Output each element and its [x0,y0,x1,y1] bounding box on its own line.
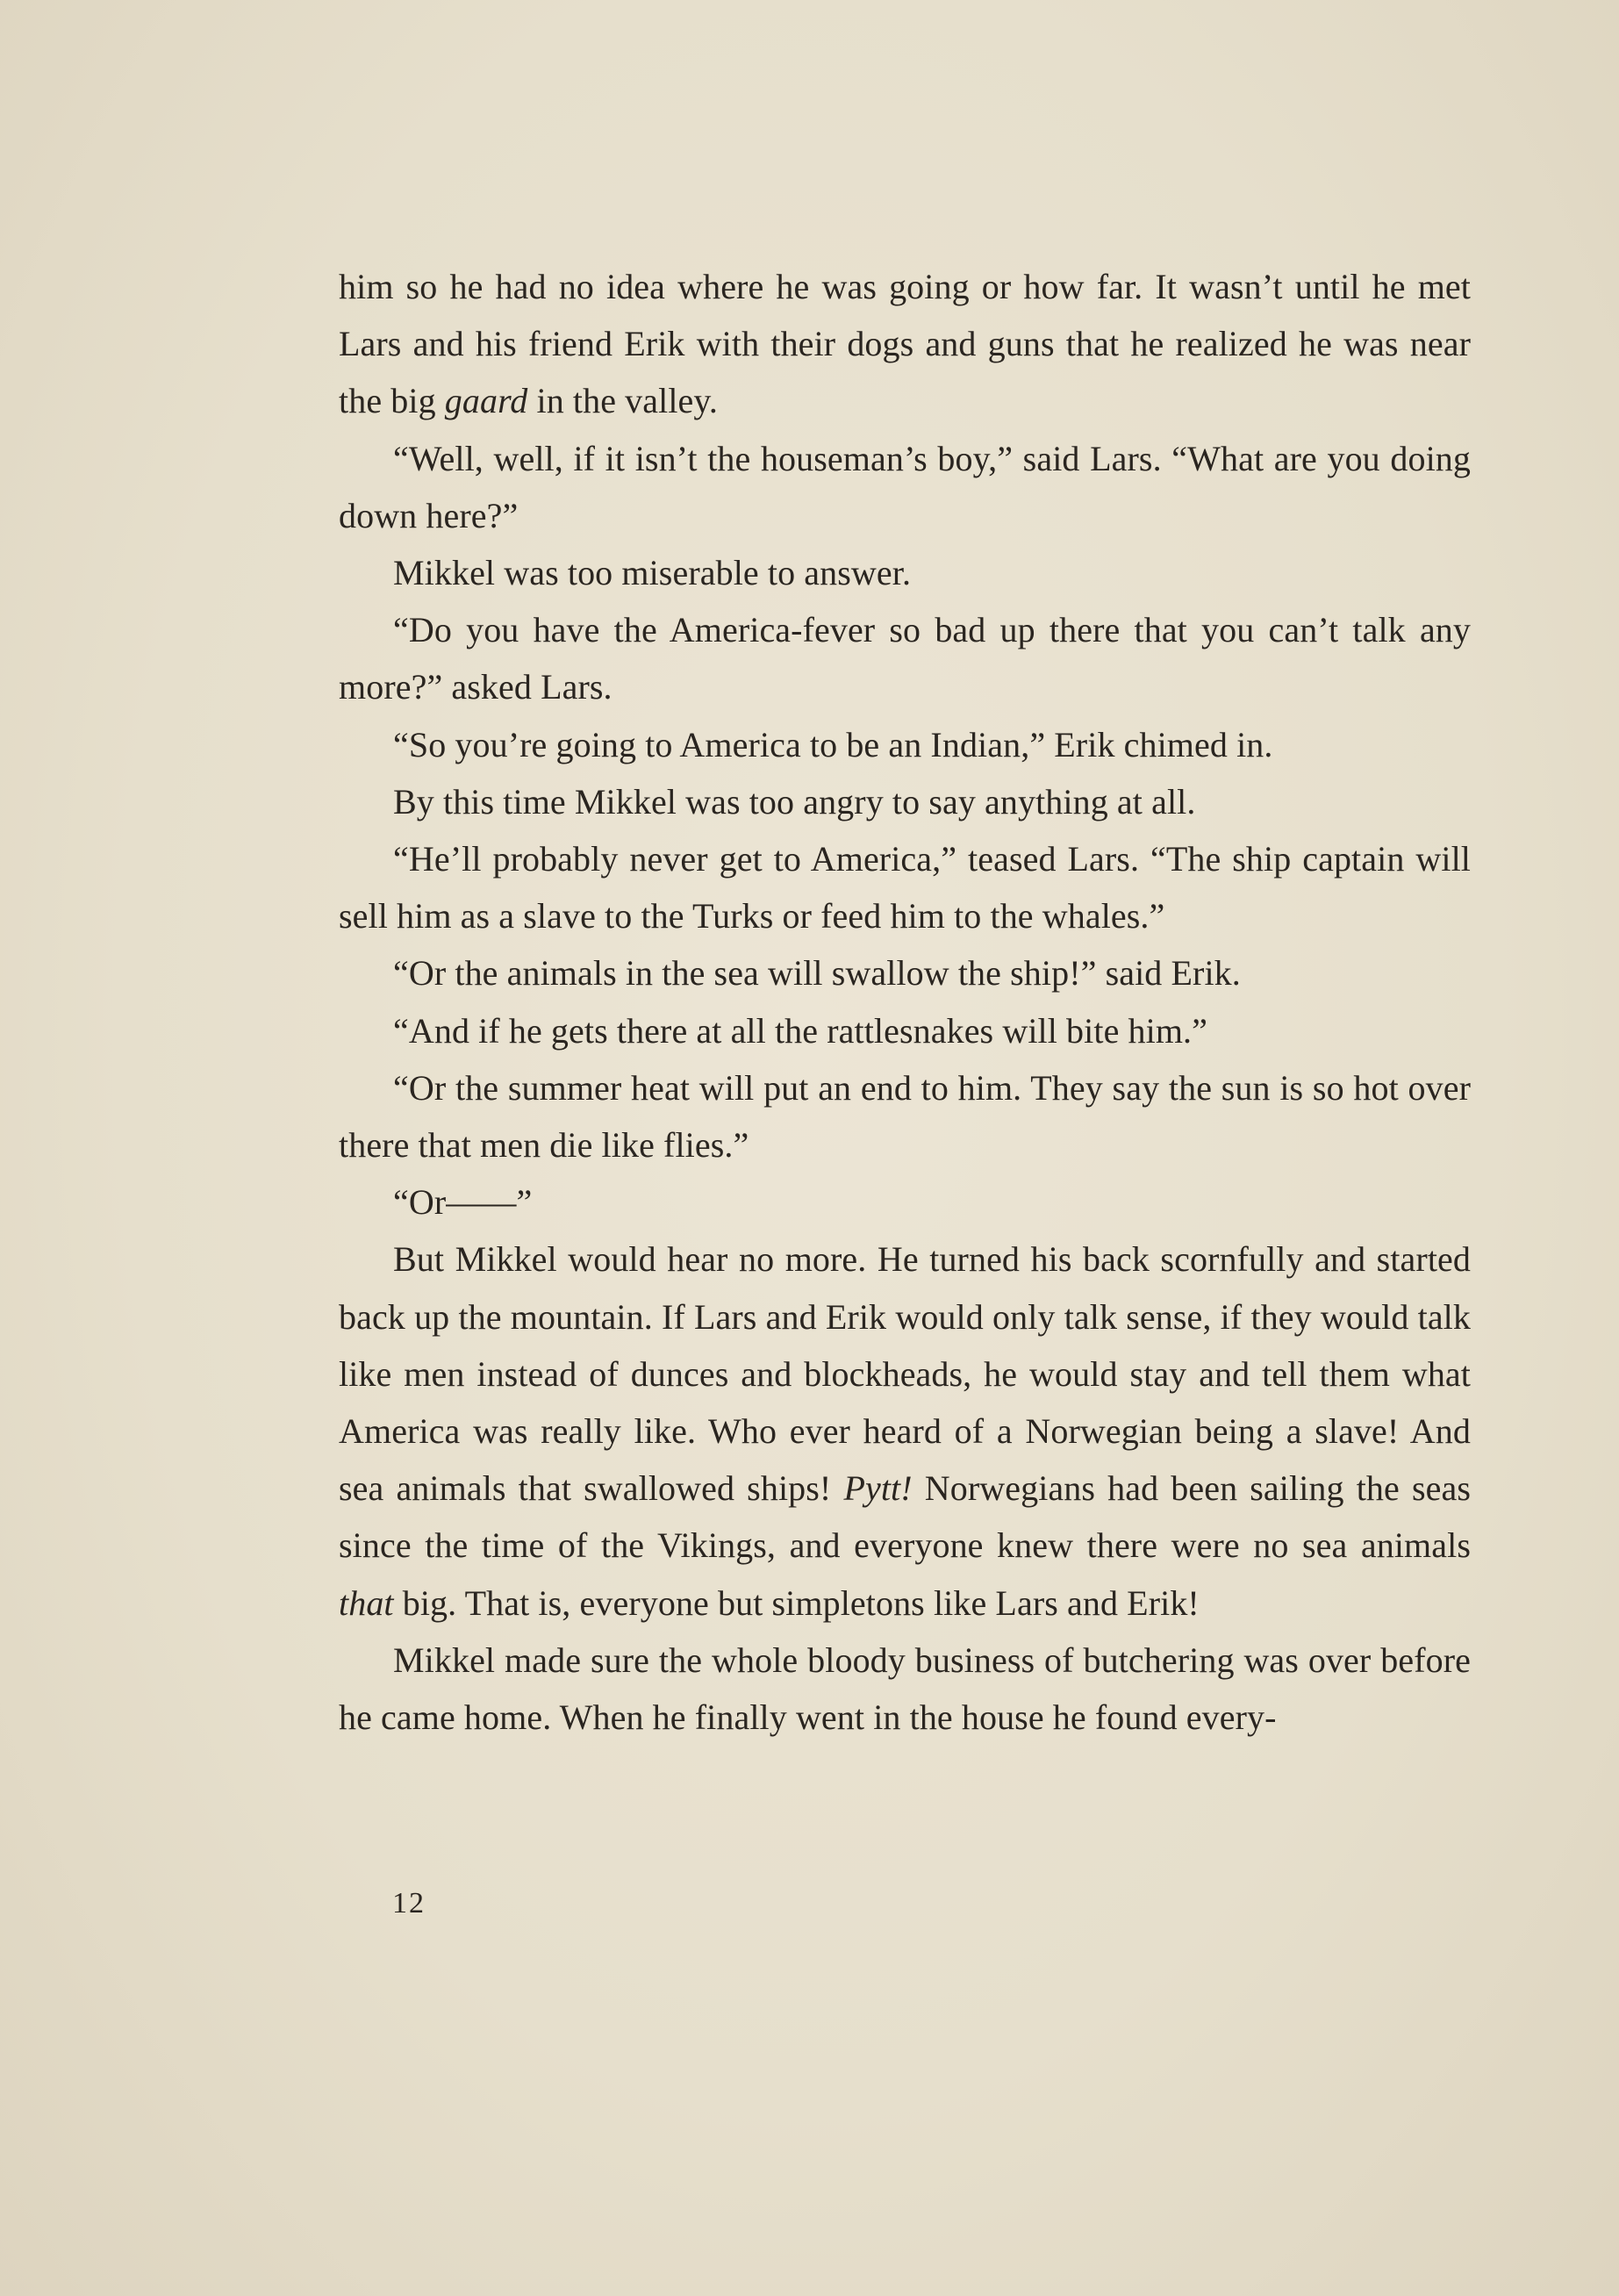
paragraph [339,1231,1471,1631]
text-segment: “Or the summer heat will put an end to him. They say the sun is so hot over there that men die like flies.” [339,1067,1471,1166]
text-segment: “Or the animals in the sea will swallow the ship!” said Erik. [393,953,1241,994]
paragraph [339,716,1471,773]
paragraph [339,773,1471,830]
paragraph [339,944,1471,1001]
text-segment: him so he had no idea where he was going or how far. It wasn’t until he met Lars and his friend Erik with their dogs and guns that he realized he was near the big [339,267,1471,421]
paragraph [339,1002,1471,1059]
paragraph [339,1059,1471,1173]
paragraph [339,830,1471,944]
text-segment: “Well, well, if it isn’t the houseman’s boy,” said Lars. “What are you doing down here?” [339,438,1471,535]
text-segment: But Mikkel would hear no more. He turned his back scornfully and started back up the mountain. If Lars and Erik would only talk sense, if they would talk like men instead of dunces and blockheads, he would stay and tell them what America was really like. Who ever heard of a Norwegian being a slave! And sea animals that swallowed ships! [339,1239,1471,1509]
text-segment: “Or——” [393,1182,533,1223]
text-segment: Norwegians had been sailing the seas since the time of the Vikings, and everyone knew there were no sea animals [339,1468,1471,1566]
italic-text: that [339,1582,394,1623]
text-segment: By this time Mikkel was too angry to say anything at all. [393,781,1196,822]
text-segment: Mikkel was too miserable to answer. [393,553,912,593]
text-segment: “And if he gets there at all the rattlesnakes will bite him.” [393,1010,1208,1051]
text-segment: Mikkel made sure the whole bloody business of butchering was over before he came home. When he finally went in the house he found every- [339,1639,1471,1738]
paragraph [339,601,1471,715]
text-segment: “So you’re going to America to be an Indian,” Erik chimed in. [393,724,1273,764]
paragraph [339,258,1471,430]
italic-text: gaard [444,381,528,421]
italic-text: Pytt! [843,1468,913,1509]
paragraph [339,430,1471,544]
paragraph [339,1173,1471,1231]
page-number: 12 [392,1887,426,1919]
text-segment: “He’ll probably never get to America,” teased Lars. “The ship captain will sell him as a slave to the Turks or feed him to the whales.” [339,839,1471,936]
text-segment: “Do you have the America-fever so bad up there that you can’t talk any more?” asked Lars. [339,610,1471,707]
body-text [339,258,1471,1746]
text-segment: in the valley. [527,381,718,421]
paragraph [339,544,1471,601]
paragraph [339,1632,1471,1746]
text-segment: big. That is, everyone but simpletons like Lars and Erik! [393,1582,1200,1623]
